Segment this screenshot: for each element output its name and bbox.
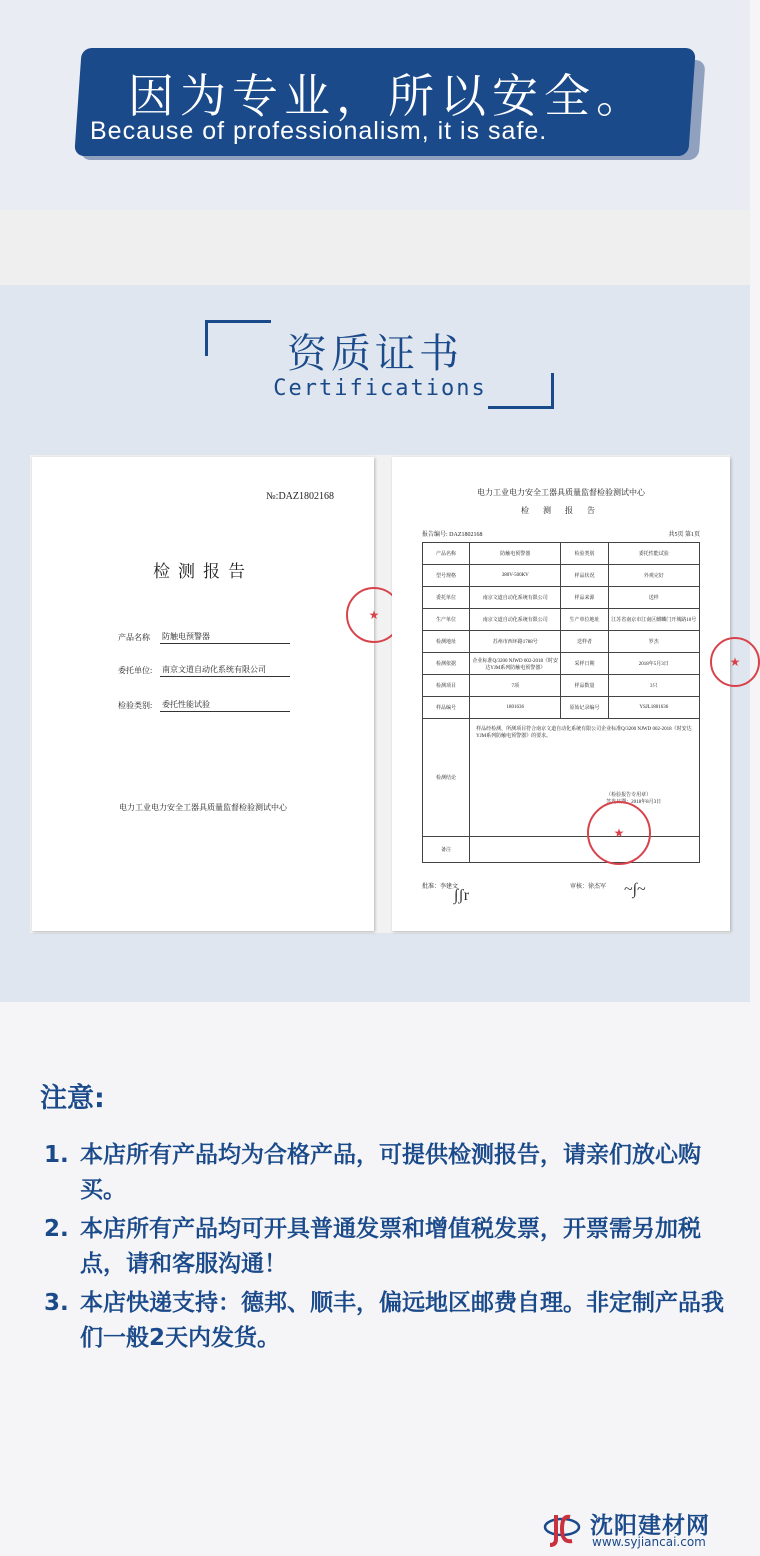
table-row xyxy=(423,837,700,863)
item-text: 本店所有产品均可开具普通发票和增值税发票，开票需另加税点，请和客服沟通！ xyxy=(80,1216,701,1277)
report-organization: 电力工业电力安全工器具质量监督检验测试中心 xyxy=(477,488,645,497)
table-cell: 2018年5月3日 xyxy=(608,653,699,675)
section-divider xyxy=(0,210,750,285)
notice-list xyxy=(44,1138,724,1356)
red-seal-stamp: ★ xyxy=(710,637,760,687)
report-page-image xyxy=(392,457,741,931)
report-number: №:DAZ1802168 xyxy=(266,491,334,502)
table-cell: 原始记录编号 xyxy=(561,697,608,719)
item-number: 1. xyxy=(44,1142,69,1168)
table-row xyxy=(423,719,700,837)
report-table xyxy=(422,542,700,863)
issuing-organization: 电力工业电力安全工器具质量监督检验测试中心 xyxy=(119,803,287,812)
table-cell: 备注 xyxy=(423,837,470,863)
field-value: 委托性能试验 xyxy=(162,700,210,709)
table-cell: 检测地址 xyxy=(423,631,470,653)
table-cell: 检测项目 xyxy=(423,675,470,697)
item-text: 本店快递支持：德邦、顺丰，偏远地区邮费自理。非定制产品我们一般2天内发货。 xyxy=(80,1290,724,1351)
item-number: 2. xyxy=(44,1216,69,1242)
table-cell: 样品状况 xyxy=(561,565,608,587)
table-cell: 委托单位 xyxy=(423,587,470,609)
table-cell: 型号规格 xyxy=(423,565,470,587)
item-number: 3. xyxy=(44,1290,69,1316)
list-item xyxy=(44,1212,724,1282)
table-cell: 7项 xyxy=(470,675,561,697)
logo-icon xyxy=(542,1509,582,1549)
certifications-subtitle: Certifications xyxy=(273,376,487,401)
table-row xyxy=(423,653,700,675)
title-bracket-right xyxy=(488,373,554,409)
field-underline xyxy=(160,711,290,712)
report-cover-image xyxy=(32,457,380,931)
table-cell: 防触电预警器 xyxy=(470,543,561,565)
table-cell: 企业标准Q/3200 NJWD 002-2018《时安达YJM系列防触电预警器》 xyxy=(470,653,561,675)
logo-name: 沈阳建材网 xyxy=(590,1513,710,1539)
field-label: 产品名称 xyxy=(118,633,150,642)
field-label: 委托单位: xyxy=(118,666,153,675)
red-seal-stamp: ★ xyxy=(346,587,402,643)
site-logo[interactable] xyxy=(540,1505,740,1553)
table-cell: 3只 xyxy=(608,675,699,697)
table-cell: 380V-500KV xyxy=(470,565,561,587)
signature-mark: ∫ʃr xyxy=(454,887,470,904)
field-label: 检验类别: xyxy=(118,701,153,710)
table-cell: 产品名称 xyxy=(423,543,470,565)
table-cell: 委托性能试验 xyxy=(608,543,699,565)
issue-date: 签发日期：2018年8月3日 xyxy=(606,800,662,805)
approver: 批准：李建文 xyxy=(422,884,459,890)
table-cell: 江苏省南京市江南区麒麟门开城路10号 xyxy=(608,609,699,631)
conclusion-cell xyxy=(470,719,700,837)
table-cell: 送样 xyxy=(608,587,699,609)
signature-mark: ~∫~ xyxy=(624,881,646,898)
field-value: 南京文道自动化系统有限公司 xyxy=(162,665,266,674)
table-cell: 检测结论 xyxy=(423,719,470,837)
red-seal-stamp: ★ xyxy=(587,801,651,865)
logo-url: www.syjiancai.com xyxy=(592,1535,706,1549)
table-cell: 样品编号 xyxy=(423,697,470,719)
conclusion-text: 样品经检测，所测项目符合南京文道自动化系统有限公司企业标准Q/3200 NJWD 002-2018《时安达YJM系列防触电预警器》的要求。 xyxy=(476,727,692,739)
field-value: 防触电预警器 xyxy=(162,632,210,641)
table-cell: 样品数量 xyxy=(561,675,608,697)
table-cell: 南京文道自动化系统有限公司 xyxy=(470,587,561,609)
table-cell: YSJL1801636 xyxy=(608,697,699,719)
table-cell xyxy=(470,837,700,863)
table-cell: 南京文道自动化系统有限公司 xyxy=(470,609,561,631)
table-row xyxy=(423,609,700,631)
page-count: 共5页 第1页 xyxy=(668,532,700,538)
field-underline xyxy=(160,676,290,677)
table-cell: 检测依据 xyxy=(423,653,470,675)
stamp-note: （检验报告专用章） xyxy=(606,793,652,798)
table-row xyxy=(423,543,700,565)
table-row xyxy=(423,631,700,653)
table-cell: 采样日期 xyxy=(561,653,608,675)
table-row xyxy=(423,675,700,697)
report-cover-title: 检测报告 xyxy=(153,562,253,581)
table-cell: 生产单位地址 xyxy=(561,609,608,631)
field-underline xyxy=(160,643,290,644)
table-cell: 检验类别 xyxy=(561,543,608,565)
slogan-english: Because of professionalism, it is safe. xyxy=(90,117,548,145)
table-cell: 送样者 xyxy=(561,631,608,653)
table-cell: 外观完好 xyxy=(608,565,699,587)
table-cell: 罗杰 xyxy=(608,631,699,653)
table-row xyxy=(423,587,700,609)
table-cell: 样品来源 xyxy=(561,587,608,609)
list-item xyxy=(44,1138,724,1208)
list-item xyxy=(44,1286,724,1356)
reviewer: 审核：徐杰军 xyxy=(570,884,607,890)
report-number: 报告编号: DAZ1802168 xyxy=(422,532,483,538)
certifications-title: 资质证书 xyxy=(287,331,463,377)
item-text: 本店所有产品均为合格产品，可提供检测报告，请亲们放心购买。 xyxy=(80,1142,701,1203)
notice-heading: 注意: xyxy=(40,1083,105,1114)
table-cell: 生产单位 xyxy=(423,609,470,631)
report-title: 检 测 报 告 xyxy=(521,506,601,515)
table-row xyxy=(423,697,700,719)
table-cell: 1801636 xyxy=(470,697,561,719)
table-cell: 苏州市西环路1788号 xyxy=(470,631,561,653)
slogan-chinese: 因为专业，所以安全。 xyxy=(128,69,648,123)
table-row xyxy=(423,565,700,587)
